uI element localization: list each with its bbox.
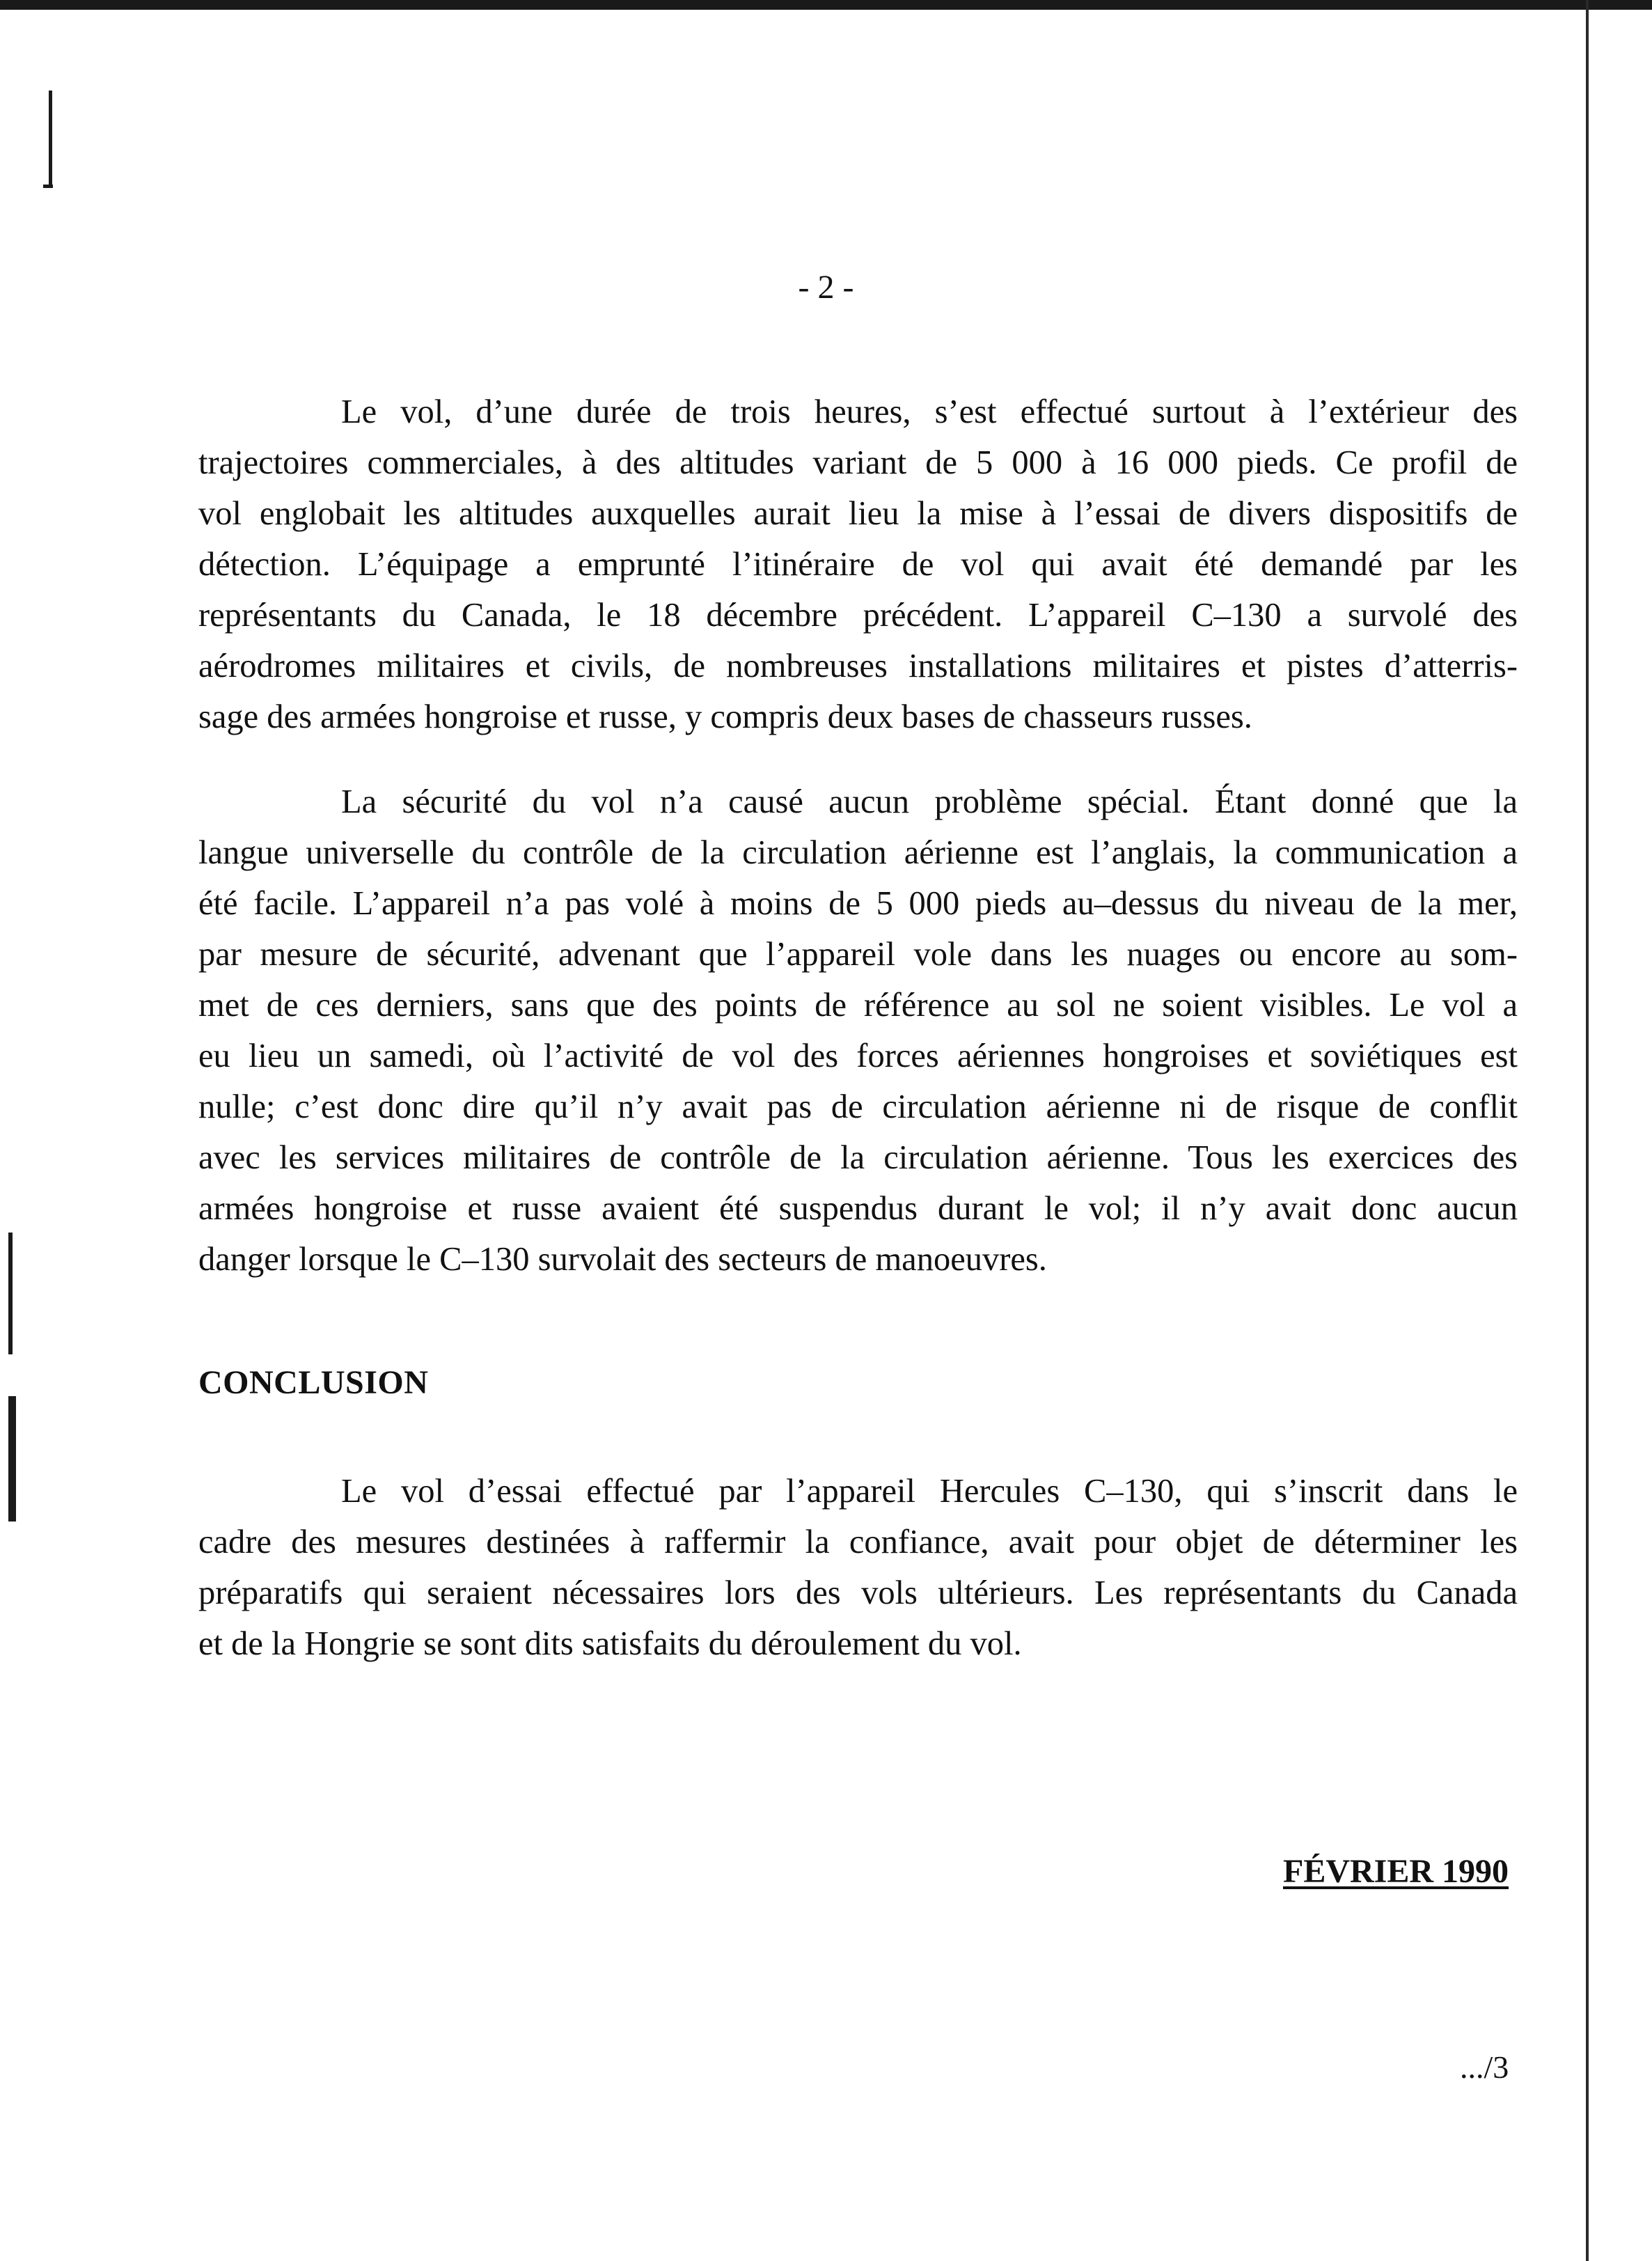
text-line: été facile. L’appareil n’a pas volé à moins de 5 000 pieds au–dessus du niveau de la mer, xyxy=(198,885,1518,922)
section-heading-conclusion: CONCLUSION xyxy=(198,1364,429,1401)
text-line: trajectoires commerciales, à des altitudes variant de 5 000 à 16 000 pieds. Ce profil de xyxy=(198,444,1518,481)
text-line: La sécurité du vol n’a causé aucun problème spécial. Étant donné que la xyxy=(341,783,1518,820)
text-line: langue universelle du contrôle de la circulation aérienne est l’anglais, la communication a xyxy=(198,834,1518,871)
text-line: et de la Hongrie se sont dits satisfaits du déroulement du vol. xyxy=(198,1625,1022,1662)
text-line: armées hongroise et russe avaient été suspendus durant le vol; il n’y avait donc aucun xyxy=(198,1190,1518,1227)
scan-edge-top xyxy=(0,0,1652,10)
scan-mark-bracket-foot xyxy=(43,185,53,188)
text-line: met de ces derniers, sans que des points de référence au sol ne soient visibles. Le vol a xyxy=(198,987,1518,1024)
document-date: FÉVRIER 1990 xyxy=(1283,1853,1509,1890)
text-line: eu lieu un samedi, où l’activité de vol des forces aériennes hongroises et soviétiques est xyxy=(198,1038,1518,1074)
text-line: Le vol, d’une durée de trois heures, s’est effectué surtout à l’extérieur des xyxy=(341,393,1518,430)
text-line: sage des armées hongroise et russe, y compris deux bases de chasseurs russes. xyxy=(198,698,1252,735)
scan-mark-margin-1 xyxy=(8,1233,13,1354)
text-line: Le vol d’essai effectué par l’appareil Hercules C–130, qui s’inscrit dans le xyxy=(341,1473,1518,1510)
paragraph-safety xyxy=(198,776,1518,1285)
text-line: préparatifs qui seraient nécessaires lors des vols ultérieurs. Les représentants du Canada xyxy=(198,1574,1518,1611)
text-line: cadre des mesures destinées à raffermir la confiance, avait pour objet de déterminer les xyxy=(198,1524,1518,1560)
text-line: danger lorsque le C–130 survolait des secteurs de manoeuvres. xyxy=(198,1241,1047,1278)
scan-mark-margin-2 xyxy=(8,1396,16,1521)
continuation-marker: .../3 xyxy=(1460,2049,1509,2085)
text-line: représentants du Canada, le 18 décembre précédent. L’appareil C–130 a survolé des xyxy=(198,597,1518,634)
text-line: avec les services militaires de contrôle de la circulation aérienne. Tous les exercices des xyxy=(198,1139,1518,1176)
paragraph-flight xyxy=(198,386,1518,742)
text-line: aérodromes militaires et civils, de nombreuses installations militaires et pistes d’atterris- xyxy=(198,648,1518,684)
scan-edge-right xyxy=(1586,0,1589,2261)
scan-mark-bracket xyxy=(49,91,52,188)
text-line: vol englobait les altitudes auxquelles aurait lieu la mise à l’essai de divers dispositifs de xyxy=(198,495,1518,532)
text-line: nulle; c’est donc dire qu’il n’y avait pas de circulation aérienne ni de risque de conflit xyxy=(198,1088,1518,1125)
page-number: - 2 - xyxy=(798,269,854,306)
paragraph-conclusion xyxy=(198,1466,1518,1669)
text-line: par mesure de sécurité, advenant que l’appareil vole dans les nuages ou encore au som- xyxy=(198,936,1518,973)
text-line: détection. L’équipage a emprunté l’itinéraire de vol qui avait été demandé par les xyxy=(198,546,1518,583)
